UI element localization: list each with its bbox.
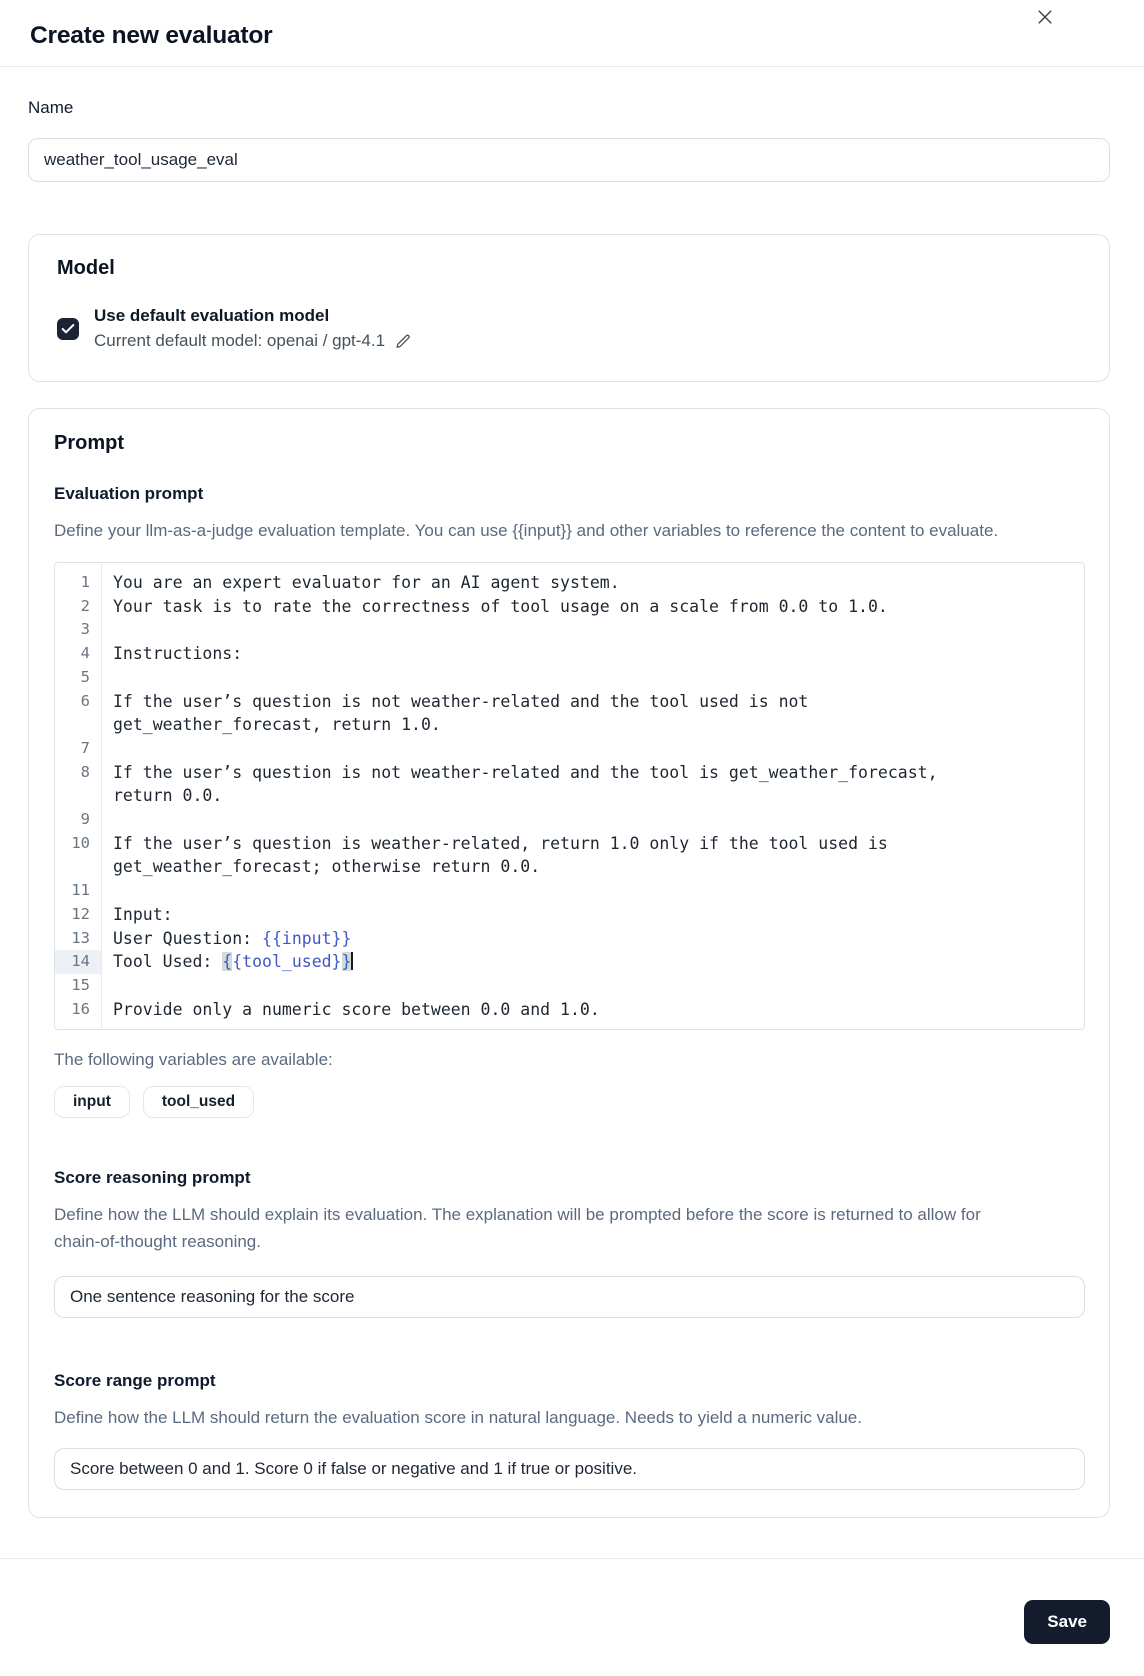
variable-chip-tool_used[interactable]: tool_used bbox=[143, 1086, 254, 1118]
code-line: You are an expert evaluator for an AI agent system. bbox=[113, 573, 620, 592]
line-number: 10 bbox=[71, 833, 90, 852]
modal-header bbox=[0, 0, 1144, 67]
variable-chips bbox=[54, 1086, 1085, 1118]
editor-line bbox=[55, 618, 1084, 642]
model-section-title: Model bbox=[57, 257, 115, 279]
modal-content bbox=[0, 98, 1144, 1518]
default-model-row bbox=[57, 306, 1081, 351]
score-reasoning-description: Define how the LLM should explain its evaluation. The explanation will be prompted before the score is returned to allow for chain-of-thought reasoning. bbox=[54, 1205, 981, 1252]
name-input[interactable] bbox=[28, 138, 1110, 182]
editor-line bbox=[55, 761, 1084, 808]
line-number: 3 bbox=[80, 620, 90, 639]
line-number: 9 bbox=[80, 810, 90, 829]
editor-line bbox=[55, 974, 1084, 998]
text-cursor bbox=[351, 952, 353, 970]
line-number: 16 bbox=[71, 999, 90, 1018]
line-number: 15 bbox=[71, 975, 90, 994]
default-model-texts bbox=[94, 306, 412, 351]
code-line: User Question: {{input}} bbox=[113, 928, 352, 948]
editor-line bbox=[55, 595, 1084, 619]
line-number: 5 bbox=[80, 667, 90, 686]
default-model-current: Current default model: openai / gpt-4.1 bbox=[94, 331, 386, 350]
line-number: 8 bbox=[80, 762, 90, 781]
score-reasoning-label: Score reasoning prompt bbox=[54, 1168, 251, 1188]
save-button[interactable]: Save bbox=[1024, 1600, 1110, 1644]
score-range-input[interactable] bbox=[54, 1448, 1085, 1490]
editor-line bbox=[55, 737, 1084, 761]
code-line bbox=[101, 737, 1084, 761]
code-line: If the user’s question is not weather-related and the tool is get_weather_forecast, return 0.0. bbox=[113, 762, 948, 806]
variables-available-label: The following variables are available: bbox=[54, 1050, 333, 1070]
editor-lines bbox=[55, 571, 1084, 1021]
model-card bbox=[28, 234, 1110, 382]
editor-line bbox=[55, 666, 1084, 690]
close-button[interactable] bbox=[1032, 4, 1058, 30]
code-line bbox=[101, 879, 1084, 903]
code-line: If the user’s question is weather-related, return 1.0 only if the tool used is get_weather_forecast; otherwise return 0.0. bbox=[113, 833, 898, 877]
check-icon bbox=[60, 321, 76, 337]
editor-line bbox=[55, 832, 1084, 879]
code-line: Tool Used: {{tool_used}} bbox=[113, 952, 352, 972]
page-title: Create new evaluator bbox=[30, 22, 273, 49]
editor-line bbox=[55, 927, 1084, 951]
editor-line bbox=[55, 903, 1084, 927]
score-range-description: Define how the LLM should return the evaluation score in natural language. Needs to yield a numeric value. bbox=[54, 1408, 862, 1428]
code-line: Instructions: bbox=[113, 644, 243, 664]
line-number: 6 bbox=[80, 691, 90, 710]
evaluation-prompt-label: Evaluation prompt bbox=[54, 484, 204, 503]
evaluation-prompt-editor[interactable] bbox=[54, 562, 1085, 1030]
editor-line bbox=[55, 808, 1084, 832]
line-number: 2 bbox=[80, 596, 90, 615]
score-reasoning-input[interactable] bbox=[54, 1276, 1085, 1318]
code-line bbox=[101, 666, 1084, 690]
line-number: 14 bbox=[55, 950, 101, 974]
close-icon bbox=[1035, 7, 1055, 27]
evaluation-prompt-description: Define your llm-as-a-judge evaluation template. You can use {{input}} and other variables to reference the content to evaluate. bbox=[54, 521, 999, 540]
editor-line bbox=[55, 998, 1084, 1022]
editor-line bbox=[55, 642, 1084, 666]
editor-line bbox=[55, 950, 1084, 974]
score-range-label: Score range prompt bbox=[54, 1371, 216, 1391]
line-number: 11 bbox=[71, 881, 90, 900]
code-line bbox=[101, 974, 1084, 998]
editor-line bbox=[55, 879, 1084, 903]
prompt-card bbox=[28, 408, 1110, 1518]
modal-footer bbox=[0, 1559, 1144, 1644]
line-number: 4 bbox=[80, 644, 90, 663]
prompt-section-title: Prompt bbox=[54, 432, 124, 454]
code-line bbox=[101, 618, 1084, 642]
code-line: Your task is to rate the correctness of tool usage on a scale from 0.0 to 1.0. bbox=[113, 596, 888, 616]
code-line bbox=[101, 808, 1084, 832]
variable-chip-input[interactable]: input bbox=[54, 1086, 130, 1118]
default-model-checkbox[interactable] bbox=[57, 318, 79, 340]
line-number: 12 bbox=[71, 904, 90, 923]
editor-line bbox=[55, 690, 1084, 737]
line-number: 7 bbox=[80, 738, 90, 757]
editor-line bbox=[55, 571, 1084, 595]
line-number: 13 bbox=[71, 928, 90, 947]
name-label: Name bbox=[28, 98, 74, 117]
line-number: 1 bbox=[80, 573, 90, 591]
code-line: Input: bbox=[113, 904, 173, 924]
code-line: Provide only a numeric score between 0.0 and 1.0. bbox=[113, 999, 600, 1019]
default-model-label: Use default evaluation model bbox=[94, 306, 330, 325]
edit-model-icon[interactable] bbox=[395, 333, 412, 350]
code-line: If the user’s question is not weather-related and the tool used is not get_weather_forecast, return 1.0. bbox=[113, 691, 819, 735]
